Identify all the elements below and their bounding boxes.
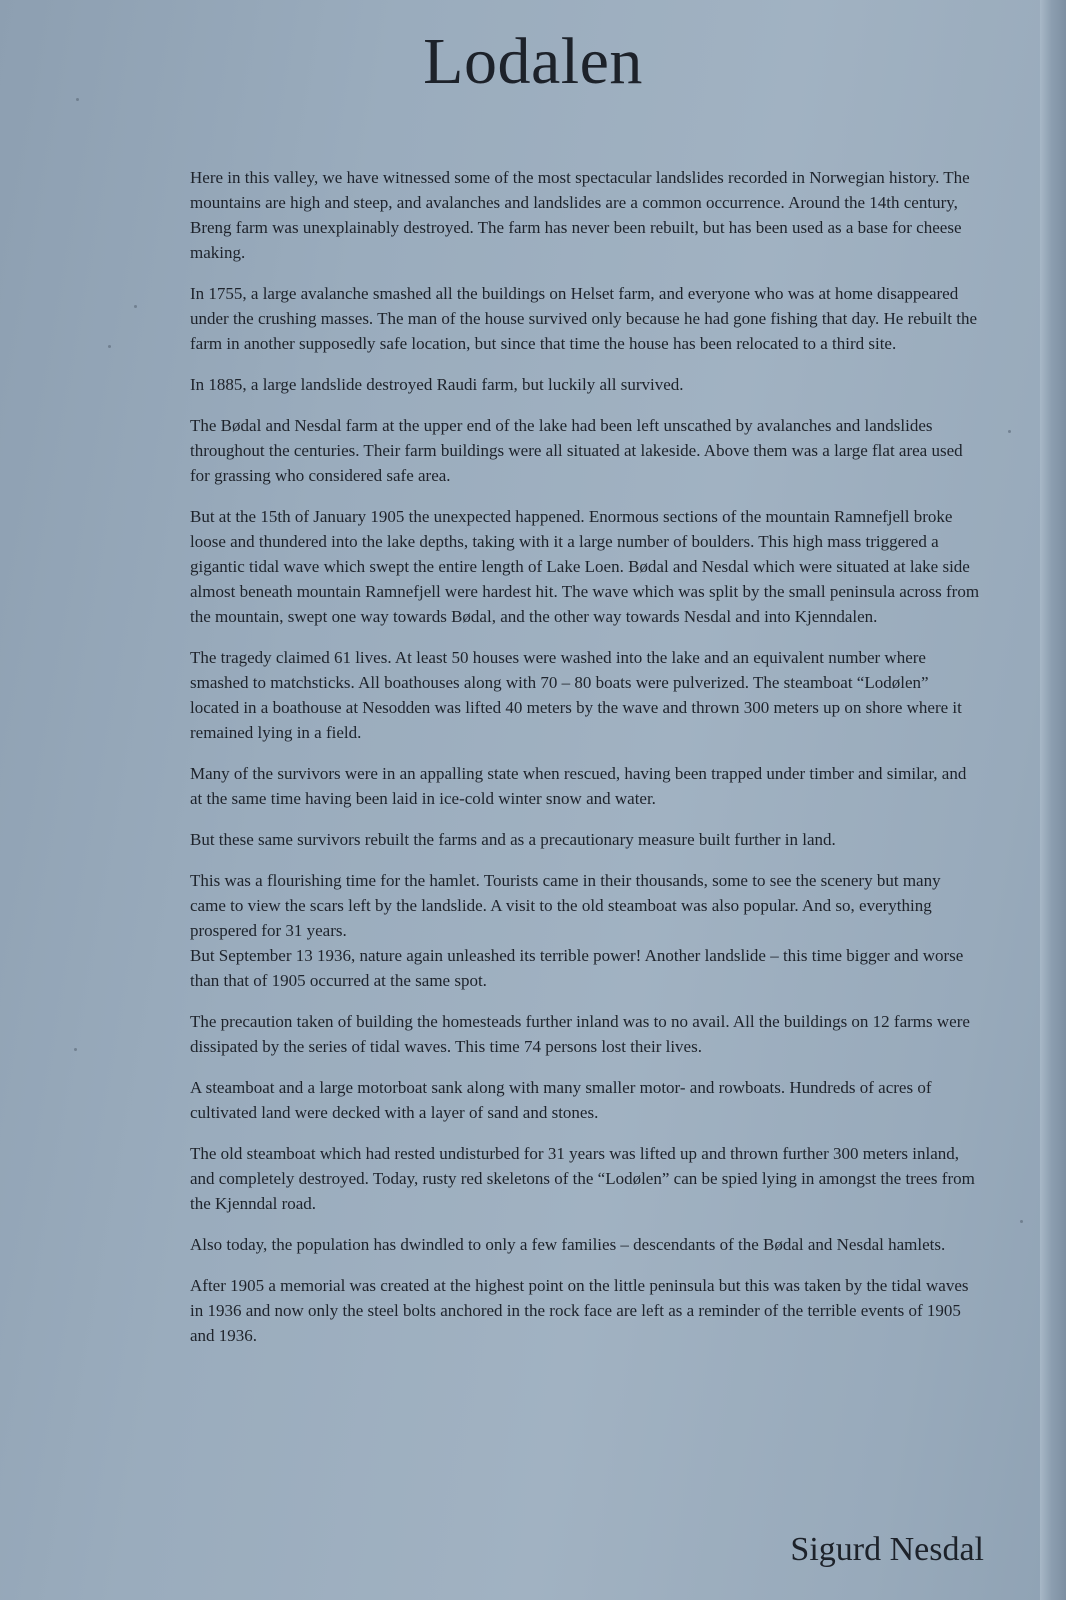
paragraph: In 1755, a large avalanche smashed all the buildings on Helset farm, and everyone who was at home disappeared under the crushing masses. The man of the house survived only because he had gone fishing that day. He rebuilt the farm in another supposedly safe location, but since that time the house has been relocated to a third site. xyxy=(190,284,977,353)
paragraph: But September 13 1936, nature again unleashed its terrible power! Another landslide – this time bigger and worse than that of 1905 occurred at the same spot. xyxy=(190,946,964,990)
surface-speck xyxy=(74,1048,77,1051)
paragraph: The old steamboat which had rested undisturbed for 31 years was lifted up and thrown further 300 meters inland, and completely destroyed. Today, rusty red skeletons of the “Lodølen” can be spied lying in amongst the trees from the Kjenndal road. xyxy=(190,1144,975,1213)
sign-title: Lodalen xyxy=(423,25,643,98)
paragraph: Many of the survivors were in an appalling state when rescued, having been trapped under timber and similar, and at the same time having been laid in ice-cold winter snow and water. xyxy=(190,764,967,808)
surface-speck xyxy=(1020,1220,1023,1223)
surface-speck xyxy=(1008,430,1011,433)
paragraph: The tragedy claimed 61 lives. At least 50 houses were washed into the lake and an equivalent number where smashed to matchsticks. All boathouses along with 70 – 80 boats were pulverized. The steamboat “Lodølen” located in a boathouse at Nesodden was lifted 40 meters by the wave and thrown 300 meters up on shore where it remained lying in a field. xyxy=(190,648,962,742)
paragraph: But at the 15th of January 1905 the unexpected happened. Enormous sections of the mountain Ramnefjell broke loose and thundered into the lake depths, taking with it a large number of boulders. This high mass triggered a gigantic tidal wave which swept the entire length of Lake Loen. Bødal and Nesdal which were situated at lake side almost beneath mountain Ramnefjell were hardest hit. The wave which was split by the small peninsula across from the mountain, swept one way towards Bødal, and the other way towards Nesdal and into Kjenndalen. xyxy=(190,507,980,626)
paragraph: After 1905 a memorial was created at the highest point on the little peninsula but this was taken by the tidal waves in 1936 and now only the steel bolts anchored in the rock face are left as a reminder of the terrible events of 1905 and 1936. xyxy=(190,1276,969,1345)
surface-speck xyxy=(108,345,111,348)
paragraph: This was a flourishing time for the hamlet. Tourists came in their thousands, some to see the scenery but many came to view the scars left by the landslide. A visit to the old steamboat was also popular. And so, everything prospered for 31 years. xyxy=(190,871,941,940)
paragraph: Here in this valley, we have witnessed some of the most spectacular landslides recorded in Norwegian history. The mountains are high and steep, and avalanches and landslides are a common occurrence. Around the 14th century, Breng farm was unexplainably destroyed. The farm has never been rebuilt, but has been used as a base for cheese making. xyxy=(190,168,970,262)
paragraph: The precaution taken of building the homesteads further inland was to no avail. All the buildings on 12 farms were dissipated by the series of tidal waves. This time 74 persons lost their lives. xyxy=(190,1012,970,1056)
sign-body-text xyxy=(190,165,980,1364)
sign-frame-edge xyxy=(1040,0,1066,1600)
paragraph: A steamboat and a large motorboat sank along with many smaller motor- and rowboats. Hundreds of acres of cultivated land were decked with a layer of sand and stones. xyxy=(190,1078,932,1122)
paragraph: But these same survivors rebuilt the farms and as a precautionary measure built further in land. xyxy=(190,830,836,849)
paragraph: Also today, the population has dwindled to only a few families – descendants of the Bødal and Nesdal hamlets. xyxy=(190,1235,946,1254)
paragraph: In 1885, a large landslide destroyed Raudi farm, but luckily all survived. xyxy=(190,375,684,394)
surface-speck xyxy=(134,305,137,308)
author-signature: Sigurd Nesdal xyxy=(790,1531,984,1568)
paragraph: The Bødal and Nesdal farm at the upper end of the lake had been left unscathed by avalanches and landslides throughout the centuries. Their farm buildings were all situated at lakeside. Above them was a large flat area used for grassing who considered safe area. xyxy=(190,416,963,485)
